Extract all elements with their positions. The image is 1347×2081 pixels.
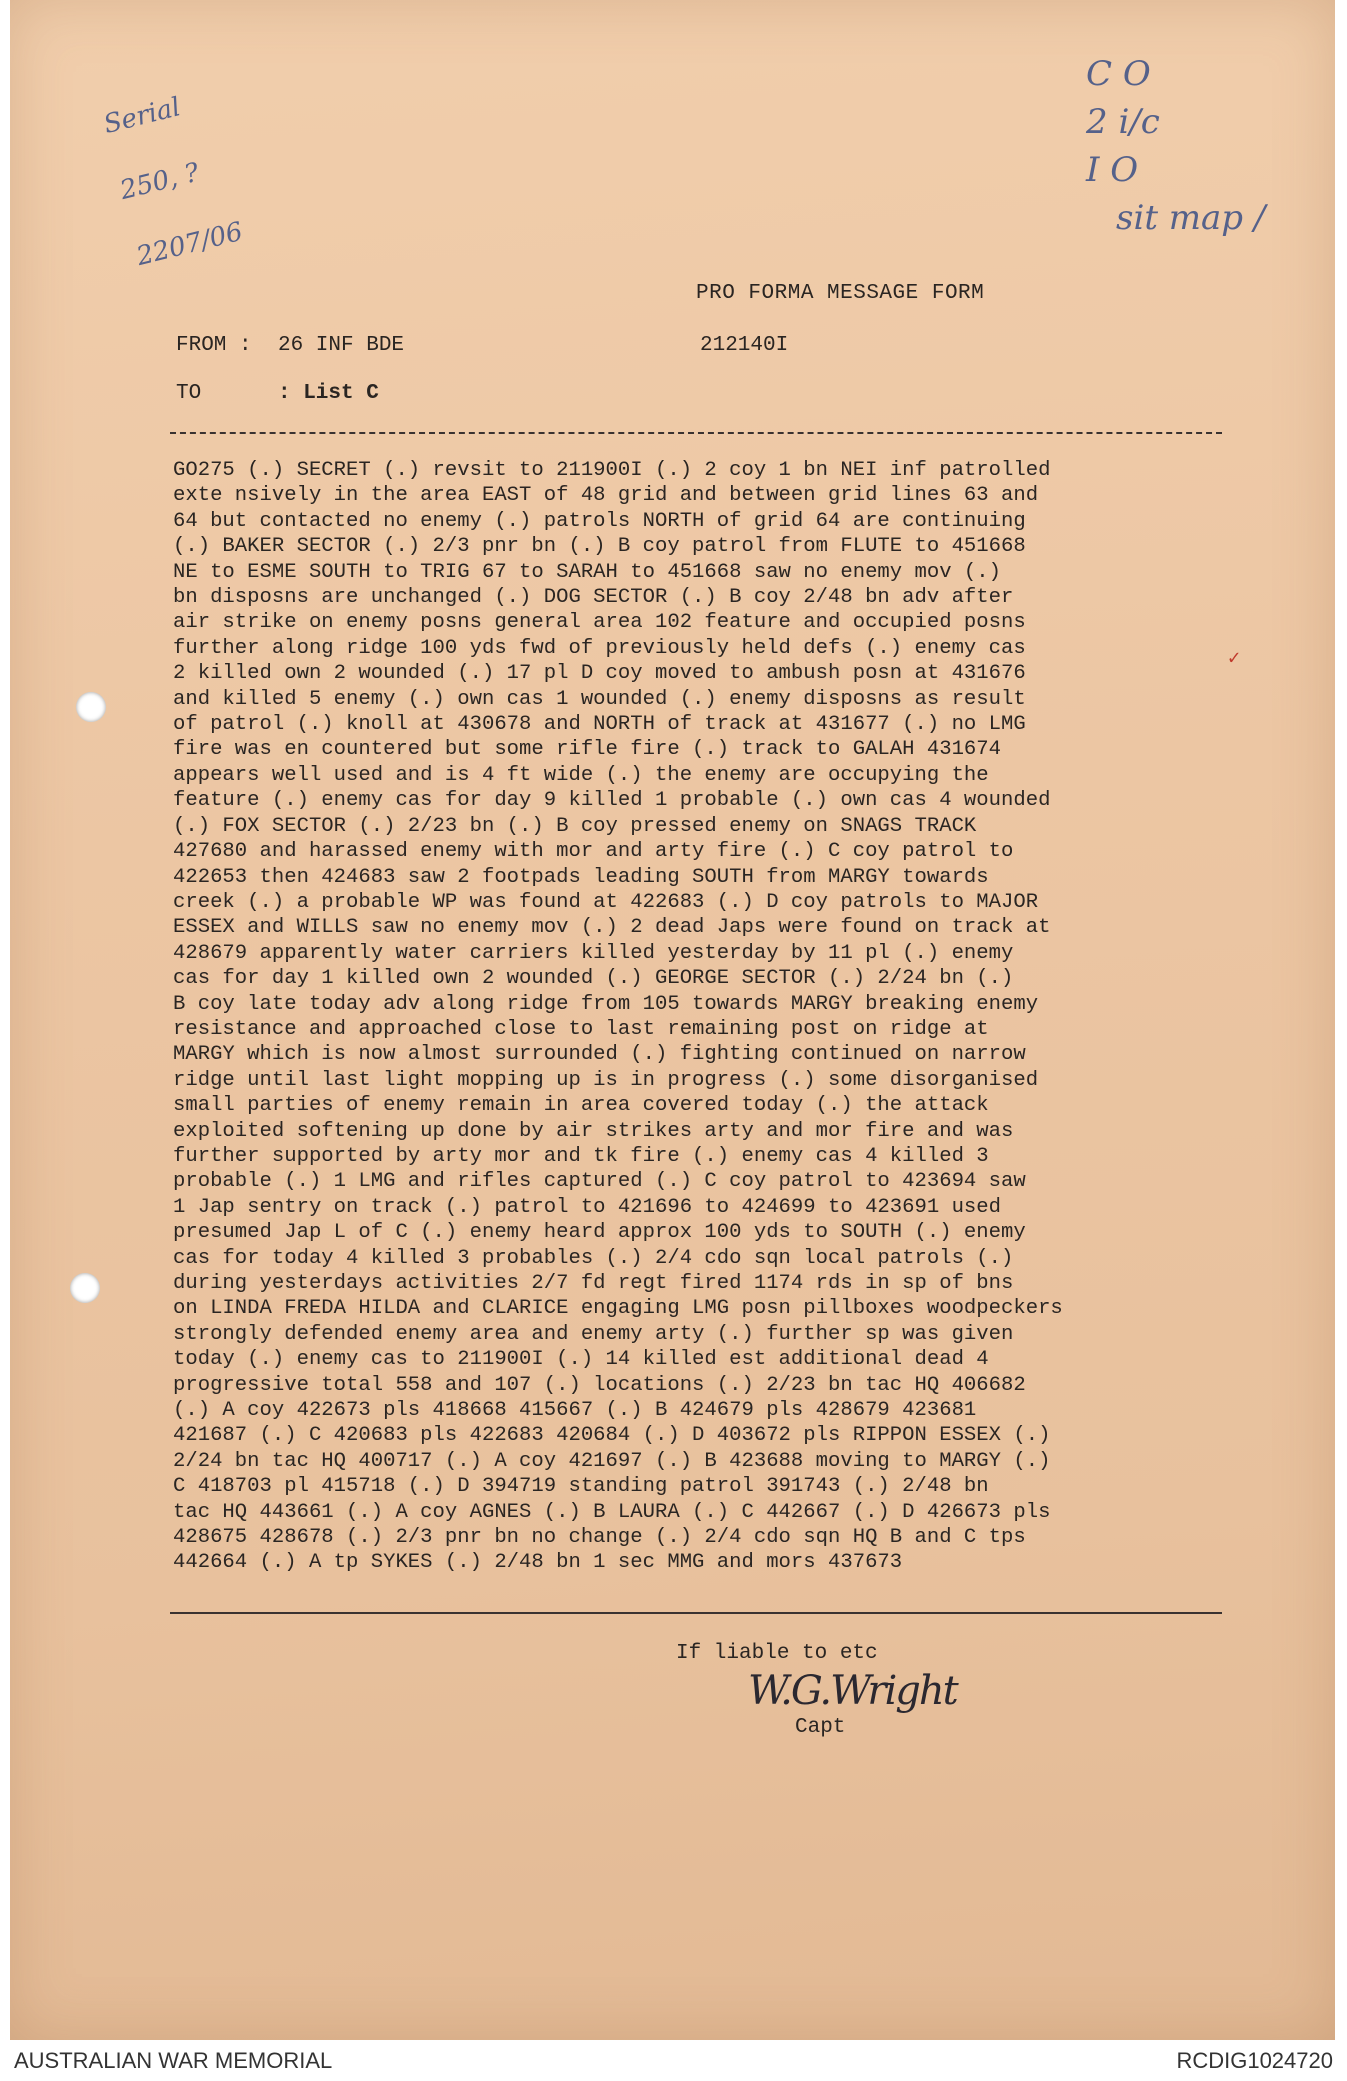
message-line: 427680 and harassed enemy with mor and arty fire (.) C coy patrol to <box>173 840 1014 864</box>
handwritten-line: I O <box>1086 150 1139 190</box>
message-line: 428679 apparently water carriers killed yesterday by 11 pl (.) enemy <box>173 941 1014 965</box>
message-line: fire was en countered but some rifle fire (.) track to GALAH 431674 <box>173 738 1002 762</box>
message-line: 1 Jap sentry on track (.) patrol to 421696 to 424699 to 423691 used <box>173 1195 1002 1219</box>
message-line: MARGY which is now almost surrounded (.) fighting continued on narrow <box>173 1043 1026 1067</box>
message-line: GO275 (.) SECRET (.) revsit to 211900I (.) 2 coy 1 bn NEI inf patrolled <box>173 459 1051 482</box>
message-line: (.) FOX SECTOR (.) 2/23 bn (.) B coy pressed enemy on SNAGS TRACK <box>173 814 977 838</box>
header-divider <box>170 432 1222 434</box>
signatory-rank: Capt <box>795 1716 846 1739</box>
footer-archive-name: AUSTRALIAN WAR MEMORIAL <box>14 2048 333 2073</box>
message-line: exte nsively in the area EAST of 48 grid and between grid lines 63 and <box>173 484 1039 508</box>
message-line: 421687 (.) C 420683 pls 422683 420684 (.) D 403672 pls RIPPON ESSEX (.) <box>173 1424 1051 1448</box>
handwritten-line: 2 i/c <box>1086 102 1160 142</box>
message-line: progressive total 558 and 107 (.) locations (.) 2/23 bn tac HQ 406682 <box>173 1373 1026 1397</box>
message-line: on LINDA FREDA HILDA and CLARICE engaging LMG posn pillboxes woodpeckers <box>173 1297 1063 1321</box>
check-mark-icon: ✓ <box>1228 648 1241 671</box>
message-line: ESSEX and WILLS saw no enemy mov (.) 2 dead Japs were found on track at <box>173 916 1051 940</box>
message-line: further along ridge 100 yds fwd of previously held defs (.) enemy cas <box>173 636 1026 660</box>
handwritten-distribution-note <box>1086 50 1265 242</box>
message-line: tac HQ 443661 (.) A coy AGNES (.) B LAURA (.) C 442667 (.) D 426673 pls <box>173 1500 1051 1524</box>
message-line: today (.) enemy cas to 211900I (.) 14 killed est additional dead 4 <box>173 1348 989 1372</box>
to-label: TO <box>176 382 202 405</box>
handwritten-line: 250, ? <box>117 157 203 207</box>
message-line: feature (.) enemy cas for day 9 killed 1 probable (.) own cas 4 wounded <box>173 789 1051 813</box>
from-label: FROM : <box>176 334 252 357</box>
message-line: 2 killed own 2 wounded (.) 17 pl D coy moved to ambush posn at 431676 <box>173 662 1026 686</box>
handwritten-line: 2207/06 <box>133 216 246 273</box>
handwritten-serial-note <box>60 50 254 315</box>
message-line: small parties of enemy remain in area covered today (.) the attack <box>173 1094 989 1118</box>
handwritten-line: Serial <box>100 92 184 141</box>
message-line: air strike on enemy posns general area 102 feature and occupied posns <box>173 611 1026 635</box>
message-line: strongly defended enemy area and enemy arty (.) further sp was given <box>173 1322 1014 1346</box>
message-line: creek (.) a probable WP was found at 422683 (.) D coy patrols to MAJOR <box>173 890 1039 914</box>
message-line: appears well used and is 4 ft wide (.) the enemy are occupying the <box>173 763 989 787</box>
message-line: 422653 then 424683 saw 2 footpads leading SOUTH from MARGY towards <box>173 865 989 889</box>
message-line: cas for today 4 killed 3 probables (.) 2/4 cdo sqn local patrols (.) <box>173 1246 1014 1270</box>
message-line: ridge until last light mopping up is in progress (.) some disorganised <box>173 1068 1039 1092</box>
signature: W.G.Wright <box>748 1668 957 1714</box>
message-line: 64 but contacted no enemy (.) patrols NORTH of grid 64 are continuing <box>173 509 1026 533</box>
message-line: B coy late today adv along ridge from 105 towards MARGY breaking enemy <box>173 992 1039 1016</box>
date-time-group: 212140I <box>700 334 789 357</box>
footer-divider <box>170 1612 1222 1614</box>
form-title: PRO FORMA MESSAGE FORM <box>696 282 985 305</box>
punch-hole-bottom <box>70 1273 100 1303</box>
message-line: bn disposns are unchanged (.) DOG SECTOR (.) B coy 2/48 bn adv after <box>173 586 1014 610</box>
message-line: of patrol (.) knoll at 430678 and NORTH of track at 431677 (.) no LMG <box>173 713 1026 737</box>
message-line: probable (.) 1 LMG and rifles captured (.) C coy patrol to 423694 saw <box>173 1170 1026 1194</box>
message-body <box>173 458 1253 1576</box>
message-line: resistance and approached close to last remaining post on ridge at <box>173 1017 989 1041</box>
handwritten-line: C O <box>1086 54 1151 94</box>
punch-hole-top <box>76 692 106 722</box>
message-line: C 418703 pl 415718 (.) D 394719 standing patrol 391743 (.) 2/48 bn <box>173 1475 989 1499</box>
message-line: 2/24 bn tac HQ 400717 (.) A coy 421697 (.) B 423688 moving to MARGY (.) <box>173 1449 1051 1473</box>
message-form-sheet <box>10 0 1335 2040</box>
message-line: and killed 5 enemy (.) own cas 1 wounded (.) enemy disposns as result <box>173 687 1026 711</box>
message-line: (.) A coy 422673 pls 418668 415667 (.) B 424679 pls 428679 423681 <box>173 1399 977 1423</box>
footer-record-id: RCDIG1024720 <box>1176 2048 1333 2073</box>
message-line: (.) BAKER SECTOR (.) 2/3 pnr bn (.) B coy patrol from FLUTE to 451668 <box>173 535 1026 559</box>
message-line: presumed Jap L of C (.) enemy heard approx 100 yds to SOUTH (.) enemy <box>173 1221 1026 1245</box>
message-line: during yesterdays activities 2/7 fd regt fired 1174 rds in sp of bns <box>173 1272 1014 1295</box>
liable-note: If liable to etc <box>676 1642 878 1665</box>
message-line: exploited softening up done by air strikes arty and mor fire and was <box>173 1119 1014 1143</box>
from-value: 26 INF BDE <box>278 334 405 357</box>
message-line: 428675 428678 (.) 2/3 pnr bn no change (.) 2/4 cdo sqn HQ B and C tps <box>173 1526 1026 1550</box>
message-line: cas for day 1 killed own 2 wounded (.) GEORGE SECTOR (.) 2/24 bn (.) <box>173 967 1014 991</box>
to-value: : List C <box>278 382 379 405</box>
handwritten-line: sit map / <box>1116 198 1266 238</box>
message-line: 442664 (.) A tp SYKES (.) 2/48 bn 1 sec MMG and mors 437673 <box>173 1551 903 1575</box>
message-line: NE to ESME SOUTH to TRIG 67 to SARAH to 451668 saw no enemy mov (.) <box>173 560 1002 584</box>
message-line: further supported by arty mor and tk fire (.) enemy cas 4 killed 3 <box>173 1144 989 1168</box>
